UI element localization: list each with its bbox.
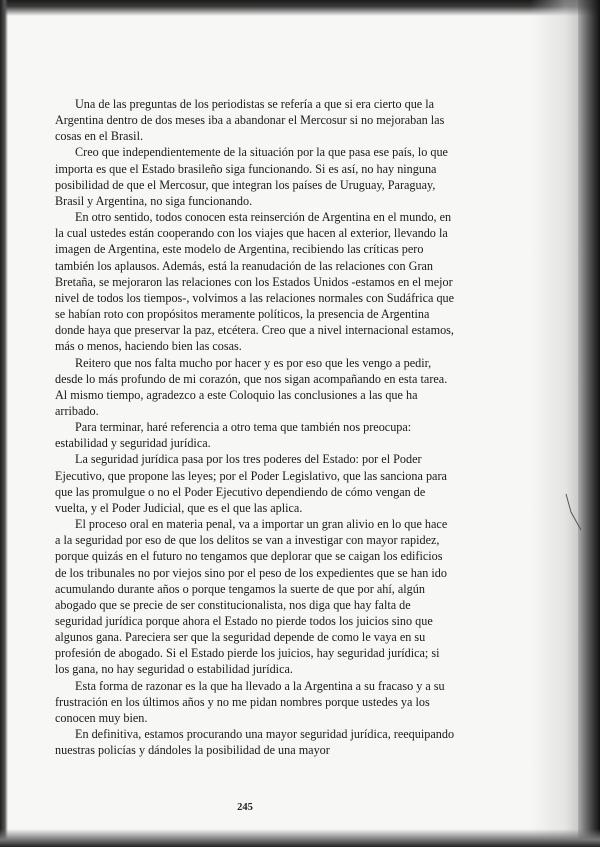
paragraph: En definitiva, estamos procurando una mayor seguridad jurídica, reequipando nuestras policías y dándoles la posibilidad de una mayor [55,727,455,758]
paragraph: La seguridad jurídica pasa por los tres poderes del Estado: por el Poder Ejecutivo, que propone las leyes; por el Poder Legislativo, que las sanciona para que las promulgue o no el Poder Ejecutivo dependiendo de cómo vengan de vuelta, y el Poder Judicial, que es el que las aplica. [55,452,447,515]
document-body [55,96,455,758]
scan-artifact-mark [565,492,583,532]
paragraph: En otro sentido, todos conocen esta reinserción de Argentina en el mundo, en la cual ustedes están cooperando con los viajes que hacen al exterior, llevando la imagen de Argentina, este modelo de Argentina, recibiendo las críticas pero también los aplausos. Además, está la reanudación de las relaciones con Gran Bretaña, se mejoraron las relaciones con los Estados Unidos -estamos en el mejor nivel de todos los tiempos-, volvimos a las relaciones normales con Sudáfrica que se habían roto con propósitos meramente políticos, la presencia de Argentina donde haya que preservar la paz, etcétera. Creo que a nivel internacional estamos, más o menos, haciendo bien las cosas. [55,210,455,354]
paragraph: Para terminar, haré referencia a otro tema que también nos preocupa: estabilidad y seguridad jurídica. [55,420,412,451]
paragraph: El proceso oral en materia penal, va a importar un gran alivio en lo que hace a la seguridad por eso de que los delitos se van a investigar con mayor rapidez, porque quizás en el futuro no tengamos que deplorar que se caigan los edificios de los tribunales no por viejos sino por el peso de los expedientes que se han ido acumulando durante años o porque tengamos la suerte de que por ahí, algún abogado que se precie de ser constitucionalista, nos diga que hay falta de seguridad jurídica porque ahora el Estado no pierde todos los juicios sino que algunos gana. Pareciera ser que la seguridad depende de como le vaya en su profesión de abogado. Si el Estado pierde los juicios, hay seguridad jurídica; si los gana, no hay seguridad o estabilidad jurídica. [55,517,448,677]
page-number: 245 [237,802,253,813]
scan-left-edge [0,0,8,847]
paragraph: Creo que independientemente de la situación por la que pasa ese país, lo que importa es que el Estado brasileño siga funcionando. Si es así, no hay ninguna posibilidad de que el Mercosur, que integran los países de Uruguay, Paraguay, Brasil y Argentina, no siga funcionando. [55,145,448,208]
scan-bottom-edge [0,829,600,847]
paragraph: Reitero que nos falta mucho por hacer y es por eso que les vengo a pedir, desde lo más profundo de mi corazón, que nos sigan acompañando en esta tarea. Al mismo tiempo, agradezco a este Coloquio las conclusiones a las que ha arribado. [55,355,448,418]
paragraph: Una de las preguntas de los periodistas se refería a que si era cierto que la Argentina dentro de dos meses iba a abandonar el Mercosur si no mejoraban las cosas en el Brasil. [55,97,445,144]
paragraph: Esta forma de razonar es la que ha llevado a la Argentina a su fracaso y a su frustración en los últimos años y no me pidan nombres porque ustedes ya los conocen muy bien. [55,678,445,725]
scan-right-dark-edge [578,0,600,847]
scan-top-shadow [0,0,600,16]
